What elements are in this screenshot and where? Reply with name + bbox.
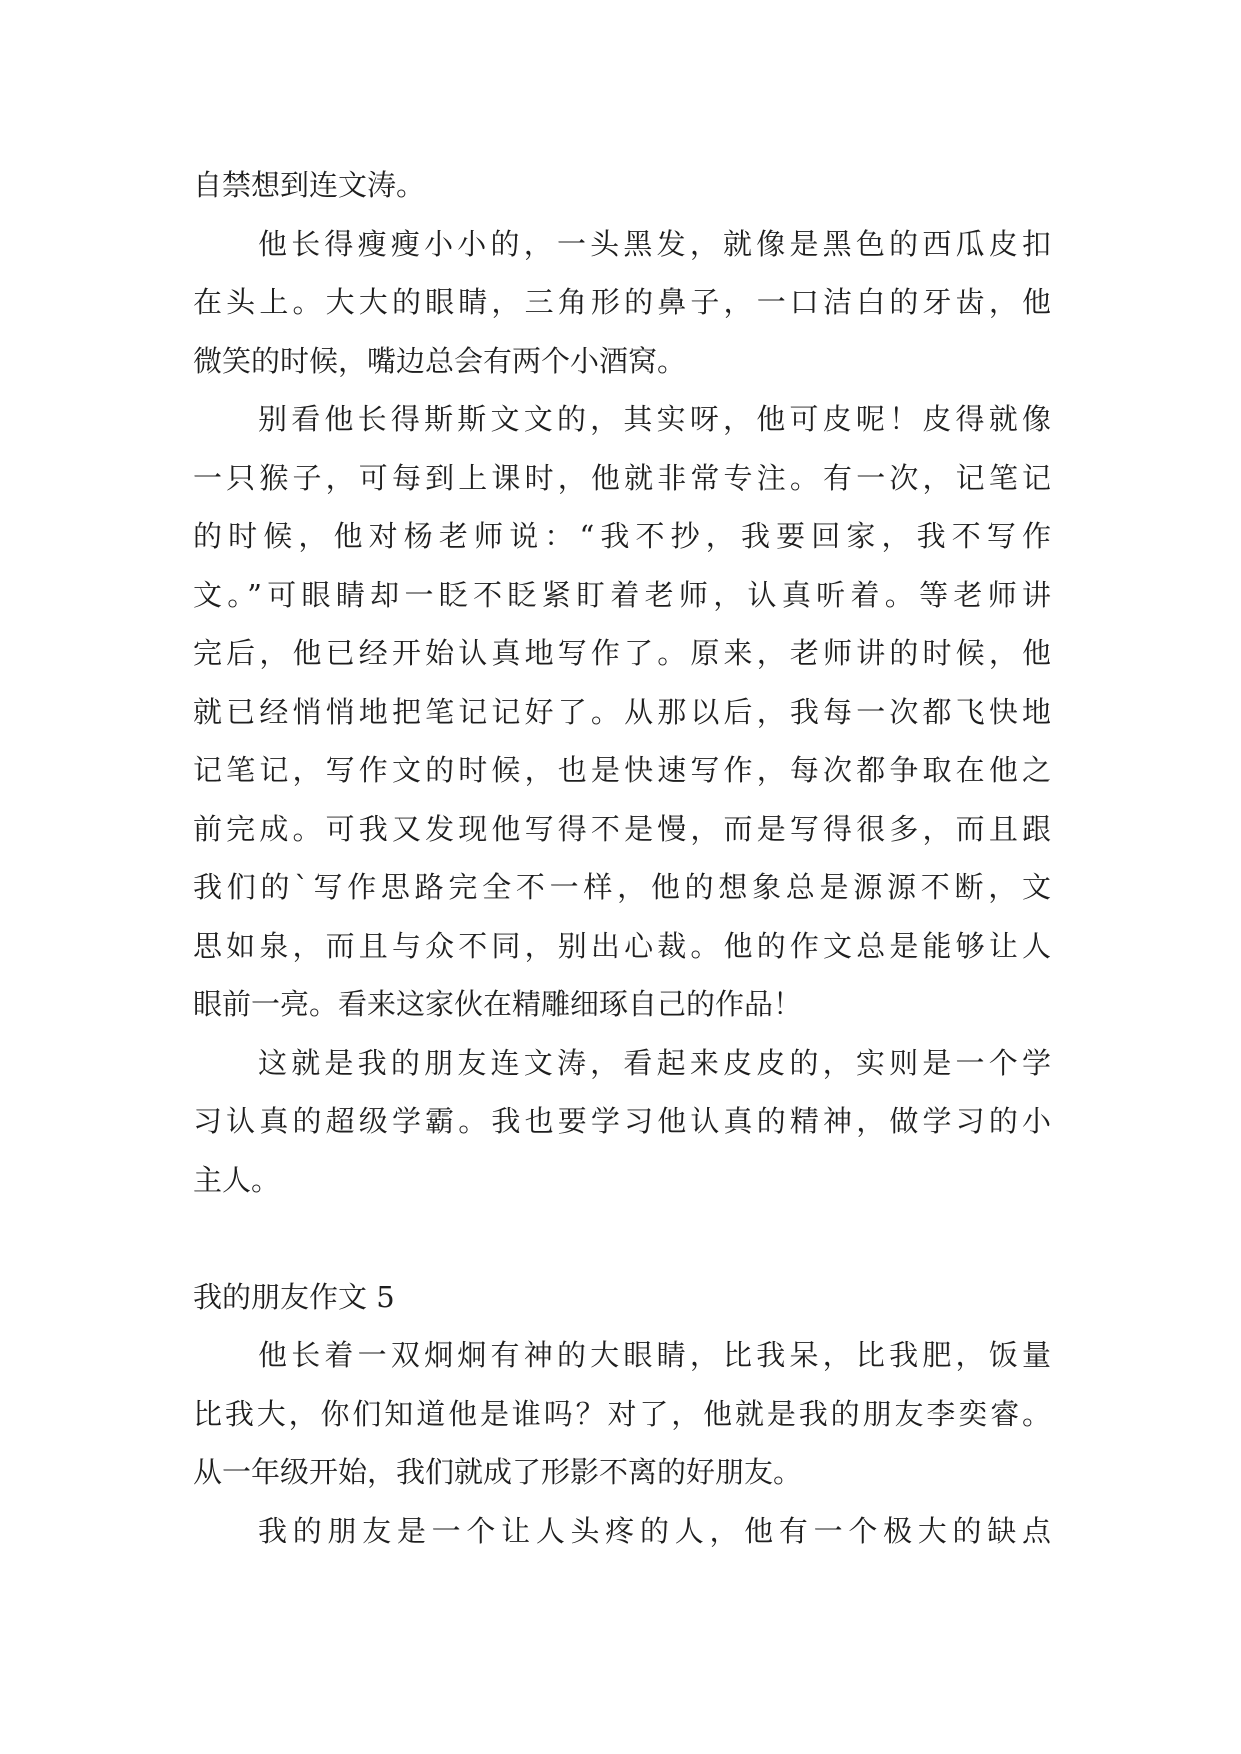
text-line: 眼前一亮。看来这家伙在精雕细琢自己的作品！ xyxy=(193,987,803,1021)
text-line: 他长得瘦瘦小小的，一头黑发，就像是黑色的西瓜皮扣 xyxy=(258,226,1051,261)
text-line: 一只猴子，可每到上课时，他就非常专注。有一次，记笔记 xyxy=(193,460,1051,495)
paragraph xyxy=(193,1502,1051,1561)
paragraph xyxy=(193,156,1051,215)
text-line: 别看他长得斯斯文文的，其实呀，他可皮呢！皮得就像 xyxy=(258,402,1051,436)
text-line: 他长着一双炯炯有神的大眼睛，比我呆，比我肥，饭量 xyxy=(258,1338,1051,1372)
text-line: 文。”可眼睛却一眨不眨紧盯着老师，认真听着。等老师讲 xyxy=(193,577,1051,612)
paragraph xyxy=(193,215,1051,391)
text-line: 的时候，他对杨老师说：“我不抄，我要回家，我不写作 xyxy=(193,519,1051,553)
text-line: 记笔记，写作文的时候，也是快速写作，每次都争取在他之 xyxy=(193,753,1051,787)
text-line: 我的朋友是一个让人头疼的人，他有一个极大的缺点 xyxy=(258,1513,1051,1548)
text-line: 这就是我的朋友连文涛，看起来皮皮的，实则是一个学 xyxy=(258,1045,1051,1080)
text-line: 前完成。可我又发现他写得不是慢，而是写得很多，而且跟 xyxy=(193,811,1051,846)
text-line: 习认真的超级学霸。我也要学习他认真的精神，做学习的小 xyxy=(193,1104,1051,1138)
text-line: 比我大，你们知道他是谁吗？对了，他就是我的朋友李奕睿。 xyxy=(193,1396,1051,1431)
section-heading: 我的朋友作文 5 xyxy=(193,1279,395,1314)
text-line: 完后，他已经开始认真地写作了。原来，老师讲的时候，他 xyxy=(193,636,1051,670)
text-line: 从一年级开始，我们就成了形影不离的好朋友。 xyxy=(193,1455,803,1489)
text-line: 就已经悄悄地把笔记记好了。从那以后，我每一次都飞快地 xyxy=(193,694,1051,729)
text-line: 自禁想到连文涛。 xyxy=(193,168,426,202)
text-line: 在头上。大大的眼睛，三角形的鼻子，一口洁白的牙齿，他 xyxy=(193,285,1051,319)
text-line: 我们的`写作思路完全不一样，他的想象总是源源不断，文 xyxy=(193,870,1051,904)
text-line: 思如泉，而且与众不同，别出心裁。他的作文总是能够让人 xyxy=(193,928,1051,963)
paragraph xyxy=(193,1326,1051,1502)
text-line: 主人。 xyxy=(193,1162,281,1197)
paragraph xyxy=(193,390,1051,1034)
paragraph xyxy=(193,1034,1051,1210)
document-body xyxy=(193,156,1051,1560)
text-line: 微笑的时候，嘴边总会有两个小酒窝。 xyxy=(193,343,687,378)
